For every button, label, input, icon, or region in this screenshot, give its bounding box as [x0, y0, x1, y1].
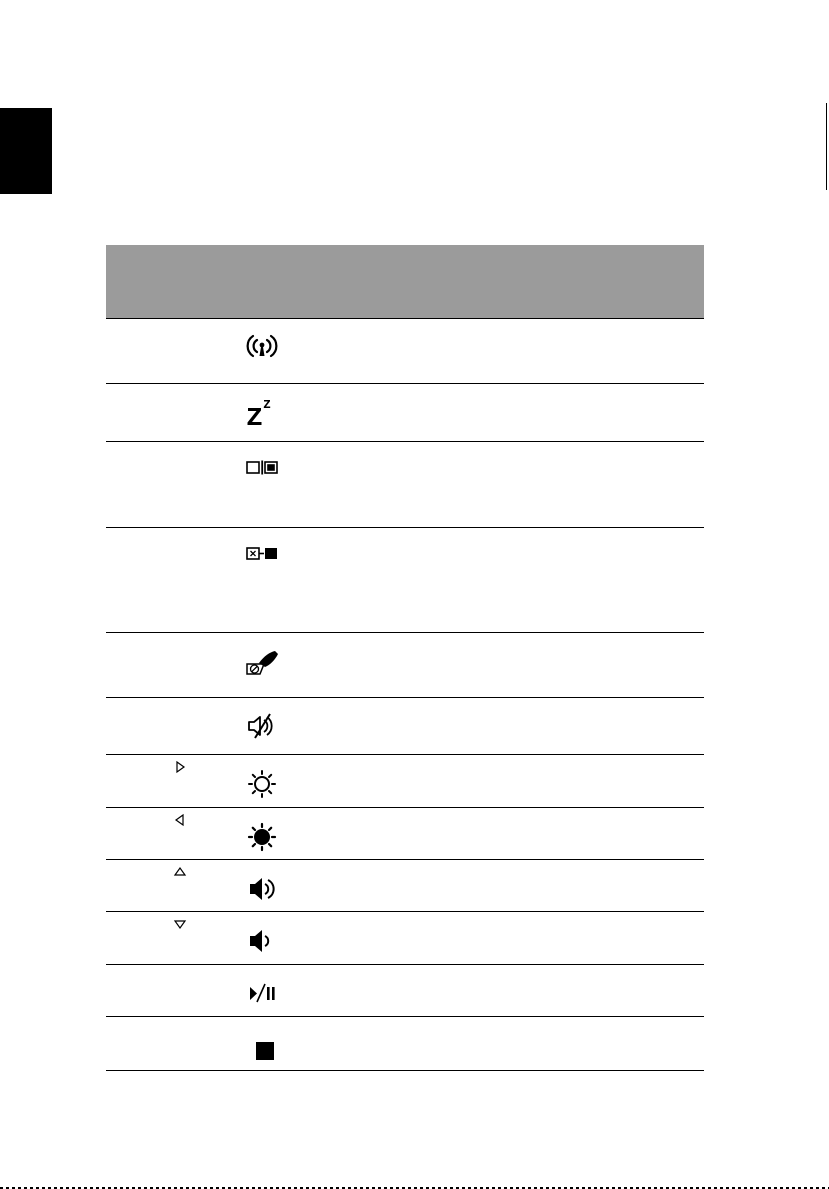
crop-mark: [826, 103, 827, 190]
table-row: [106, 965, 704, 1017]
speaker-mute-icon: [244, 710, 280, 742]
table-row: [106, 384, 704, 442]
wireless-antenna-icon: [244, 331, 280, 363]
down-triangle-arrow-icon: [173, 917, 187, 931]
play-pause-icon: [244, 977, 280, 1009]
display-toggle-icon: [244, 454, 280, 486]
header-cells: [106, 245, 704, 318]
table-row: [106, 442, 704, 528]
up-triangle-arrow-icon: [173, 865, 187, 879]
right-triangle-arrow-icon: [173, 760, 187, 774]
table-row: [106, 755, 704, 808]
table-row: [106, 319, 704, 384]
brightness-down-icon: [244, 820, 280, 852]
table-row: [106, 912, 704, 965]
hotkey-table: [106, 245, 704, 1071]
volume-down-icon: [244, 924, 280, 956]
table-row: [106, 528, 704, 633]
screen-blank-icon: [244, 540, 280, 572]
stop-icon: [244, 1029, 280, 1061]
table-row: [106, 860, 704, 912]
table-row: [106, 808, 704, 860]
table-header: [106, 245, 704, 319]
chapter-side-tab: [0, 108, 52, 194]
volume-up-icon: [244, 872, 280, 904]
sleep-zz-icon: [244, 396, 280, 428]
touchpad-toggle-icon: [244, 645, 280, 677]
left-triangle-arrow-icon: [173, 813, 187, 827]
brightness-up-icon: [244, 767, 280, 799]
table-row: [106, 1017, 704, 1071]
table-row: [106, 698, 704, 755]
table-row: [106, 633, 704, 698]
